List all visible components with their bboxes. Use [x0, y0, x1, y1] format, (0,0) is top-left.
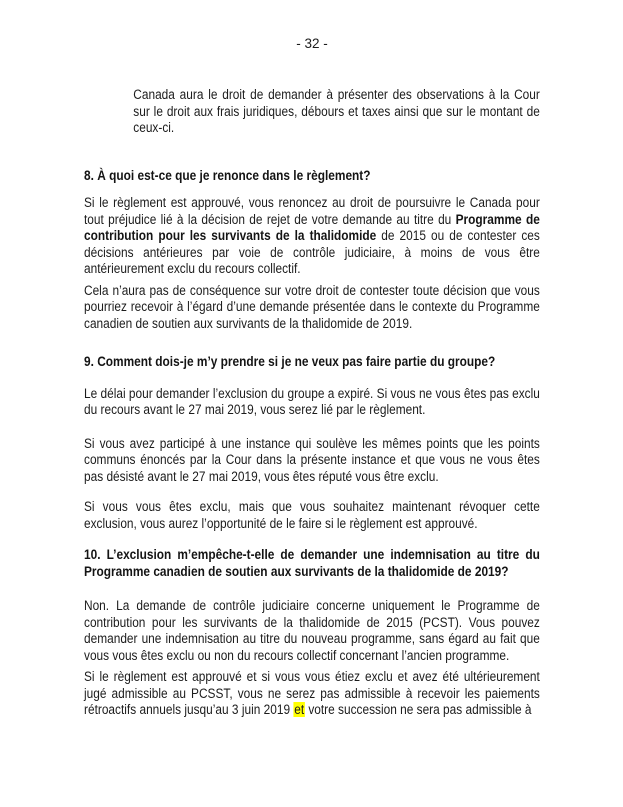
q8-p1-text-end: de 2015 ou de contester ces décisions antérieures par voie de contrôle judiciaire, à moins de vous être antérieurement exclu du recours collectif. — [84, 228, 540, 276]
q10-p2-text-end: votre succession ne sera pas admissible à — [305, 702, 532, 717]
q9-paragraph-3: Si vous vous êtes exclu, mais que vous souhaitez maintenant révoquer cette exclusion, vous aurez l’opportunité de le faire si le règlement est approuvé. — [84, 499, 540, 531]
q10-p2-highlighted-word: et — [294, 702, 305, 717]
q8-p1-bold-program-name: Programme de contribution pour les survivants de la thalidomide — [84, 211, 540, 243]
question-9-heading: 9. Comment dois-je m’y prendre si je ne veux pas faire partie du groupe? — [84, 354, 496, 369]
q10-paragraph-2 — [84, 669, 540, 719]
document-body — [84, 87, 540, 719]
q8-paragraph-2: Cela n’aura pas de conséquence sur votre droit de contester toute décision que vous pourriez recevoir à l’égard d’une demande présentée dans le contexte du Programme canadien de soutien aux survivants de la thalidomide de 2019. — [84, 282, 540, 331]
q10-p2-text-start: Si le règlement est approuvé et si vous vous étiez exclu et avez été ultérieurement jugé admissible au PCSST, vous ne serez pas admissible à recevoir les paiements rétroactifs annuels jusqu’au 3 juin 2019 — [84, 669, 540, 717]
q9-paragraph-2: Si vous avez participé à une instance qui soulève les mêmes points que les points communs énoncés par la Cour dans la présente instance et que vous ne vous êtes pas désisté avant le 27 mai 2019, vous êtes réputé vous être exclu. — [84, 435, 540, 484]
question-8-heading: 8. À quoi est-ce que je renonce dans le règlement? — [84, 167, 371, 183]
q8-paragraph-1 — [84, 195, 540, 278]
q8-p1-text-start: Si le règlement est approuvé, vous renoncez au droit de poursuivre le Canada pour tout préjudice lié à la décision de rejet de votre demande au titre du — [84, 195, 540, 227]
page-number: - 32 - — [296, 36, 328, 51]
intro-paragraph: Canada aura le droit de demander à présenter des observations à la Cour sur le droit aux frais juridiques, débours et taxes ainsi que sur le montant de ceux-ci. — [133, 87, 540, 135]
q10-paragraph-1: Non. La demande de contrôle judiciaire concerne uniquement le Programme de contribution pour les survivants de la thalidomide de 2015 (PCST). Vous pouvez demander une indemnisation au titre du nouveau programme, sans égard au fait que vous vous êtes exclu ou non du recours collectif concernant l’ancien programme. — [84, 598, 540, 663]
q9-paragraph-1: Le délai pour demander l’exclusion du groupe a expiré. Si vous ne vous êtes pas exclu du recours avant le 27 mai 2019, vous serez lié par le règlement. — [84, 385, 540, 417]
question-10-heading: 10. L’exclusion m’empêche-t-elle de demander une indemnisation au titre du Programme canadien de soutien aux survivants de la thalidomide de 2019? — [84, 547, 540, 579]
